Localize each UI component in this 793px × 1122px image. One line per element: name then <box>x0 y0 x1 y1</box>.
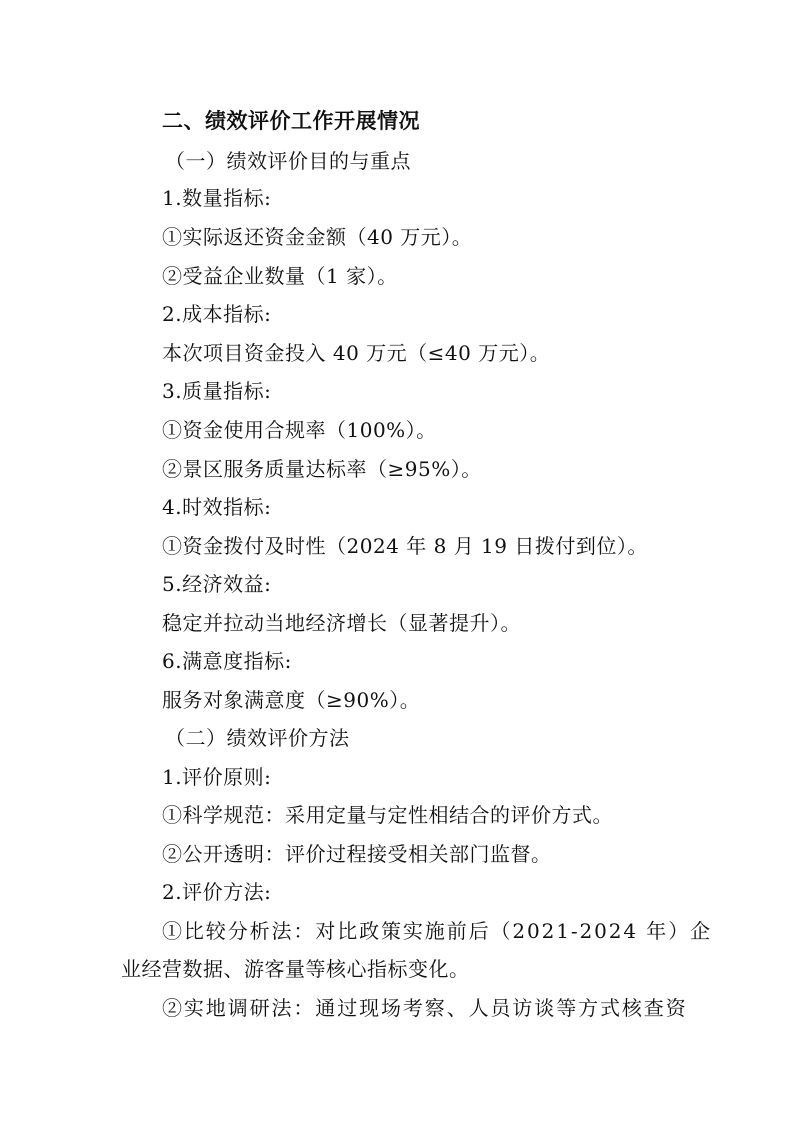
method-title: 2.评价方法: <box>162 880 272 904</box>
section-title: 二、绩效评价工作开展情况 <box>162 109 420 133</box>
quality-indicator-title: 3.质量指标: <box>162 379 272 403</box>
quantity-item-beneficiary-count: ②受益企业数量（1 家）。 <box>162 264 398 288</box>
method-item-field-research-line1: ②实地调研法：通过现场考察、人员访谈等方式核查资 <box>162 996 688 1020</box>
principle-item-scientific: ①科学规范：采用定量与定性相结合的评价方式。 <box>162 803 613 827</box>
cost-indicator-title: 2.成本指标: <box>162 302 272 326</box>
economic-benefit-title: 5.经济效益: <box>162 572 272 596</box>
economic-item-growth: 稳定并拉动当地经济增长（显著提升）。 <box>162 611 521 635</box>
cost-item-investment: 本次项目资金投入 40 万元（≤40 万元）。 <box>162 341 551 365</box>
method-item-comparative-line2: 业经营数据、游客量等核心指标变化。 <box>121 957 470 981</box>
timeliness-indicator-title: 4.时效指标: <box>162 495 272 519</box>
quantity-item-refund-amount: ①实际返还资金金额（40 万元）。 <box>162 225 473 249</box>
quality-item-service-standard: ②景区服务质量达标率（≥95%）。 <box>162 457 482 481</box>
subsection-title-objectives: （一）绩效评价目的与重点 <box>165 149 411 173</box>
method-item-comparative-line1: ①比较分析法：对比政策实施前后（2021-2024 年）企 <box>162 919 713 943</box>
subsection-title-methods: （二）绩效评价方法 <box>165 726 350 750</box>
quantity-indicator-title: 1.数量指标: <box>162 186 272 210</box>
timeliness-item-disbursement: ①资金拨付及时性（2024 年 8 月 19 日拨付到位）。 <box>162 534 648 558</box>
satisfaction-item-service-targets: 服务对象满意度（≥90%）。 <box>162 688 421 712</box>
principle-item-transparent: ②公开透明：评价过程接受相关部门监督。 <box>162 842 552 866</box>
quality-item-compliance: ①资金使用合规率（100%）。 <box>162 418 437 442</box>
satisfaction-indicator-title: 6.满意度指标: <box>162 649 292 673</box>
principle-title: 1.评价原则: <box>162 765 272 789</box>
